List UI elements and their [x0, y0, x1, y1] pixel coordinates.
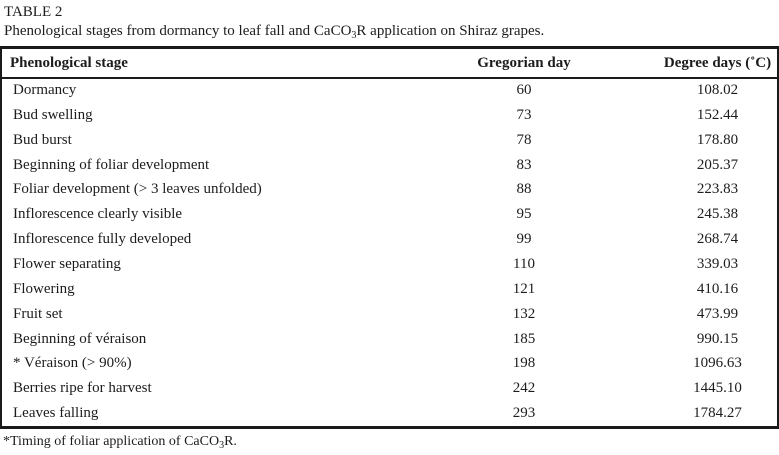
cell-gregorian-day: 132 — [512, 305, 536, 322]
cell-gregorian-day: 242 — [512, 380, 536, 397]
cell-degree-days: 473.99 — [696, 305, 739, 322]
cell-degree-days: 1784.27 — [693, 405, 742, 422]
cell-degree-days: 245.38 — [696, 206, 739, 223]
column-header-gregorian-day: Gregorian day — [390, 49, 658, 78]
cell-gregorian-day: 88 — [516, 181, 532, 198]
cell-stage: Inflorescence fully developed — [13, 231, 192, 248]
caption-text-before: Phenological stages from dormancy to leaf fall and CaCO — [4, 23, 352, 39]
cell-stage: Bud burst — [13, 131, 72, 148]
table-row — [2, 227, 777, 252]
cell-stage: Beginning of véraison — [13, 330, 147, 347]
cell-stage: Flowering — [13, 280, 75, 297]
cell-gregorian-day: 95 — [516, 206, 532, 223]
table-row — [2, 202, 777, 227]
caption-subscript: 3 — [351, 30, 357, 41]
table-row — [2, 401, 777, 426]
column-header-degree-days: Degree days (˚C) — [658, 49, 777, 78]
cell-stage: Berries ripe for harvest — [13, 380, 152, 397]
table-footnote — [3, 433, 779, 455]
table-row — [2, 277, 777, 302]
cell-degree-days: 152.44 — [696, 106, 739, 123]
table-row — [2, 103, 777, 128]
table-row — [2, 78, 777, 103]
table-label: TABLE 2 — [4, 4, 63, 20]
table-row — [2, 153, 777, 178]
cell-stage: Leaves falling — [13, 405, 99, 422]
cell-stage: Fruit set — [13, 305, 63, 322]
cell-gregorian-day: 73 — [516, 106, 532, 123]
table-caption — [4, 21, 779, 46]
cell-stage: * Véraison (> 90%) — [13, 355, 132, 372]
table-row — [2, 252, 777, 277]
cell-degree-days: 108.02 — [696, 82, 739, 99]
table-row — [2, 128, 777, 153]
cell-gregorian-day: 60 — [516, 82, 532, 99]
cell-stage: Foliar development (> 3 leaves unfolded) — [13, 181, 262, 198]
cell-degree-days: 339.03 — [696, 255, 739, 272]
cell-gregorian-day: 198 — [512, 355, 536, 372]
cell-stage: Inflorescence clearly visible — [13, 206, 183, 223]
cell-degree-days: 1096.63 — [693, 355, 742, 372]
cell-degree-days: 410.16 — [696, 280, 739, 297]
cell-gregorian-day: 121 — [512, 280, 536, 297]
cell-stage: Dormancy — [13, 82, 77, 99]
cell-gregorian-day: 293 — [512, 405, 536, 422]
cell-degree-days: 990.15 — [696, 330, 739, 347]
cell-gregorian-day: 185 — [512, 330, 536, 347]
cell-stage: Flower separating — [13, 255, 121, 272]
cell-gregorian-day: 99 — [516, 231, 532, 248]
column-header-stage: Phenological stage — [2, 49, 390, 78]
header-row — [2, 49, 777, 78]
footnote-subscript: 3 — [219, 440, 225, 452]
cell-gregorian-day: 110 — [513, 255, 535, 272]
table-box — [0, 46, 779, 429]
cell-degree-days: 1445.10 — [693, 380, 742, 397]
caption-text-after: R application on Shiraz grapes. — [356, 23, 545, 39]
table-row — [2, 177, 777, 202]
table-row — [2, 351, 777, 376]
cell-degree-days: 205.37 — [696, 156, 739, 173]
footnote-text-before: *Timing of foliar application of CaCO — [3, 434, 220, 450]
table-row — [2, 302, 777, 327]
cell-stage: Bud swelling — [13, 106, 93, 123]
table-row — [2, 376, 777, 401]
table-body — [2, 78, 777, 426]
cell-stage: Beginning of foliar development — [13, 156, 210, 173]
footnote-text-after: R. — [224, 434, 237, 450]
cell-degree-days: 223.83 — [696, 181, 739, 198]
cell-gregorian-day: 78 — [516, 131, 532, 148]
phenology-table — [2, 49, 777, 426]
cell-degree-days: 178.80 — [696, 131, 739, 148]
cell-degree-days: 268.74 — [696, 231, 739, 248]
table-row — [2, 327, 777, 352]
cell-gregorian-day: 83 — [516, 156, 532, 173]
